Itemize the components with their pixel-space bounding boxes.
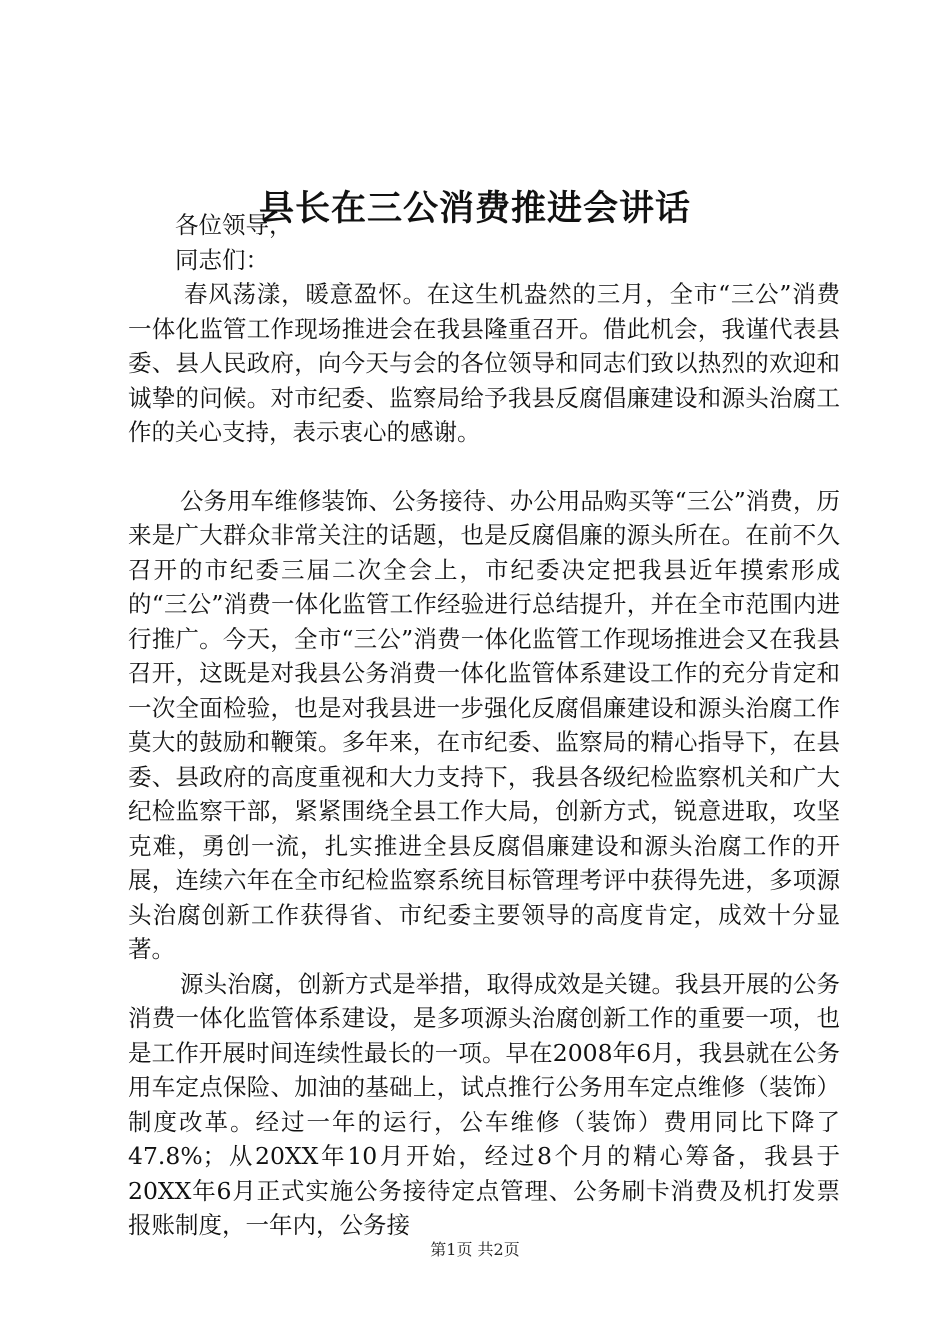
paragraph-three-public-consumption: 公务用车维修装饰、公务接待、办公用品购买等“三公”消费，历来是广大群众非常关注的话题，也是反腐倡廉的源头所在。在前不久召开的市纪委三届二次全会上，市纪委决定把我县近年摸索形成的“三公”消费一体化监管工作经验进行总结提升，并在全市范围内进行推广。今天，全市“三公”消费一体化监管工作现场推进会又在我县召开，这既是对我县公务消费一体化监管体系建设工作的充分肯定和一次全面检验，也是对我县进一步强化反腐倡廉建设和源头治腐工作莫大的鼓励和鞭策。多年来，在市纪委、监察局的精心指导下，在县委、县政府的高度重视和大力支持下，我县各级纪检监察机关和广大纪检监察干部，紧紧围绕全县工作大局，创新方式，锐意进取，攻坚克难，勇创一流，扎实推进全县反腐倡廉建设和源头治腐工作的开展，连续六年在全市纪检监察系统目标管理考评中获得先进，多项源头治腐创新工作获得省、市纪委主要领导的高度肯定，成效十分显著。 <box>128 486 840 963</box>
page-footer: 第1页 共2页 <box>430 1240 520 1259</box>
salutation-leaders: 各位领导， <box>175 211 293 239</box>
paragraph-spacer <box>128 450 840 484</box>
document-title: 县长在三公消费推进会讲话 <box>258 188 691 229</box>
document-body <box>128 208 840 1243</box>
paragraph-welcome: 春风荡漾，暖意盈怀。在这生机盎然的三月，全市“三公”消费一体化监管工作现场推进会在我县隆重召开。借此机会，我谨代表县委、县人民政府，向今天与会的各位领导和同志们致以热烈的欢迎和诚挚的问候。对市纪委、监察局给予我县反腐倡廉建设和源头治腐工作的关心支持，表示衷心的感谢。 <box>128 280 840 446</box>
paragraph-source-anticorruption: 源头治腐，创新方式是举措，取得成效是关键。我县开展的公务消费一体化监管体系建设，是多项源头治腐创新工作的重要一项，也是工作开展时间连续性最长的一项。早在2008年6月，我县就在公务用车定点保险、加油的基础上，试点推行公务用车定点维修（装饰）制度改革。经过一年的运行，公车维修（装饰）费用同比下降了47.8%；从20XX年10月开始，经过8个月的精心筹备，我县于20XX年6月正式实施公务接待定点管理、公务刷卡消费及机打发票报账制度，一年内，公务接 <box>128 969 840 1239</box>
salutation-comrades: 同志们： <box>175 245 269 274</box>
